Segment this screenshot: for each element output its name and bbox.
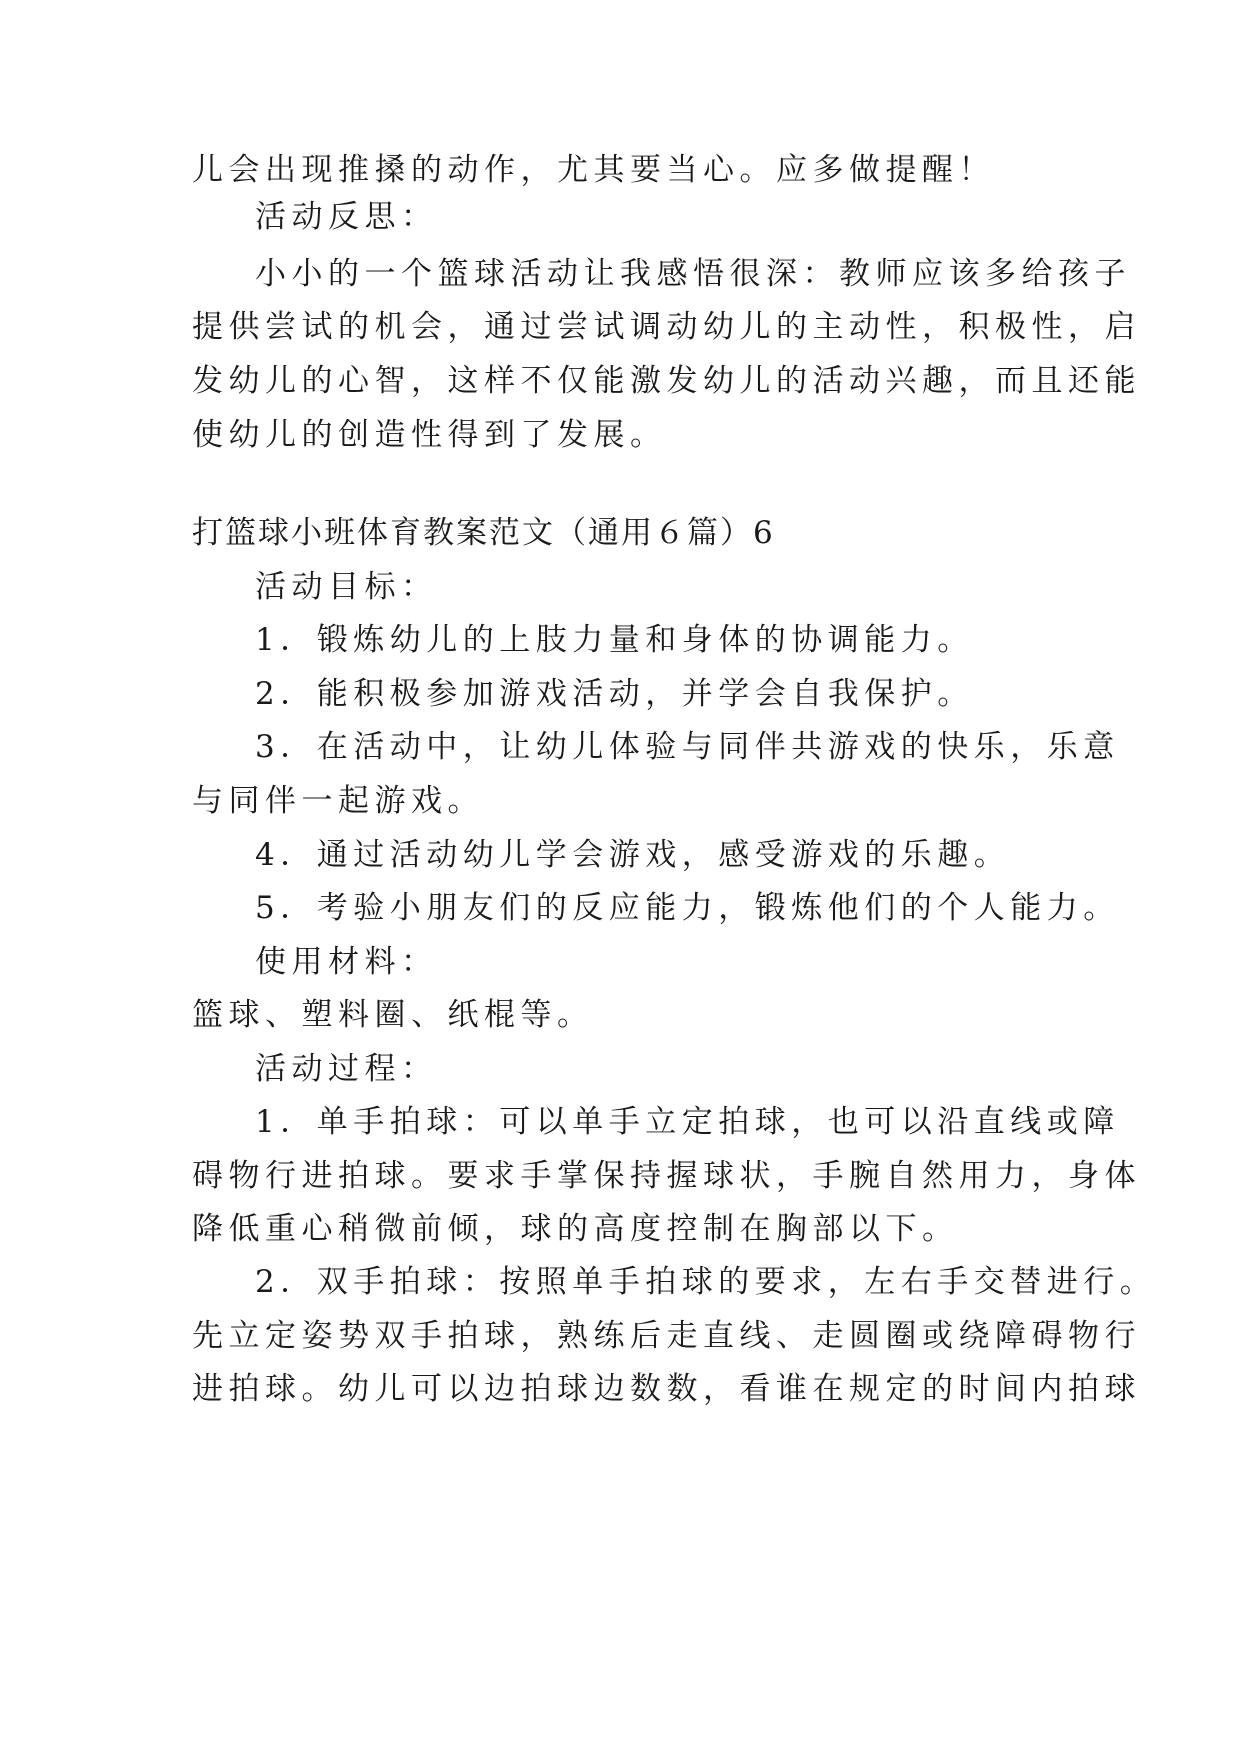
paragraph-line: 先立定姿势双手拍球，熟练后走直线、走圆圈或绕障碍物行 — [192, 1318, 1141, 1354]
list-item: 5．考验小朋友们的反应能力，锻炼他们的个人能力。 — [255, 890, 1120, 926]
list-item: 2．能积极参加游戏活动，并学会自我保护。 — [255, 676, 974, 712]
list-item: 3．在活动中，让幼儿体验与同伴共游戏的快乐，乐意 — [255, 729, 1120, 765]
paragraph-line: 使幼儿的创造性得到了发展。 — [192, 417, 667, 453]
paragraph-line: 降低重心稍微前倾，球的高度控制在胸部以下。 — [192, 1211, 959, 1247]
paragraph-line: 儿会出现推搡的动作，尤其要当心。应多做提醒！ — [192, 152, 995, 188]
paragraph-line: 发幼儿的心智，这样不仅能激发幼儿的活动兴趣，而且还能 — [192, 363, 1141, 399]
paragraph-line: 小小的一个篮球活动让我感悟很深：教师应该多给孩子 — [255, 256, 1131, 292]
list-item: 4．通过活动幼儿学会游戏，感受游戏的乐趣。 — [255, 837, 1011, 873]
section-heading-goals: 活动目标： — [255, 569, 438, 605]
article-title: 打篮球小班体育教案范文（通用６篇）6 — [192, 515, 775, 551]
list-item: 1．锻炼幼儿的上肢力量和身体的协调能力。 — [255, 622, 974, 658]
section-heading-materials: 使用材料： — [255, 944, 438, 980]
paragraph-line: 2．双手拍球：按照单手拍球的要求，左右手交替进行。 — [255, 1264, 1157, 1300]
paragraph-line: 碍物行进拍球。要求手掌保持握球状，手腕自然用力，身体 — [192, 1158, 1141, 1194]
paragraph-line: 1．单手拍球：可以单手立定拍球，也可以沿直线或障 — [255, 1104, 1120, 1140]
paragraph-line: 提供尝试的机会，通过尝试调动幼儿的主动性，积极性，启 — [192, 309, 1141, 345]
section-heading-reflection: 活动反思： — [255, 199, 438, 235]
list-item-continuation: 与同伴一起游戏。 — [192, 783, 484, 819]
paragraph-line: 进拍球。幼儿可以边拍球边数数，看谁在规定的时间内拍球 — [192, 1371, 1141, 1407]
materials-text: 篮球、塑料圈、纸棍等。 — [192, 997, 594, 1033]
section-heading-process: 活动过程： — [255, 1051, 438, 1087]
